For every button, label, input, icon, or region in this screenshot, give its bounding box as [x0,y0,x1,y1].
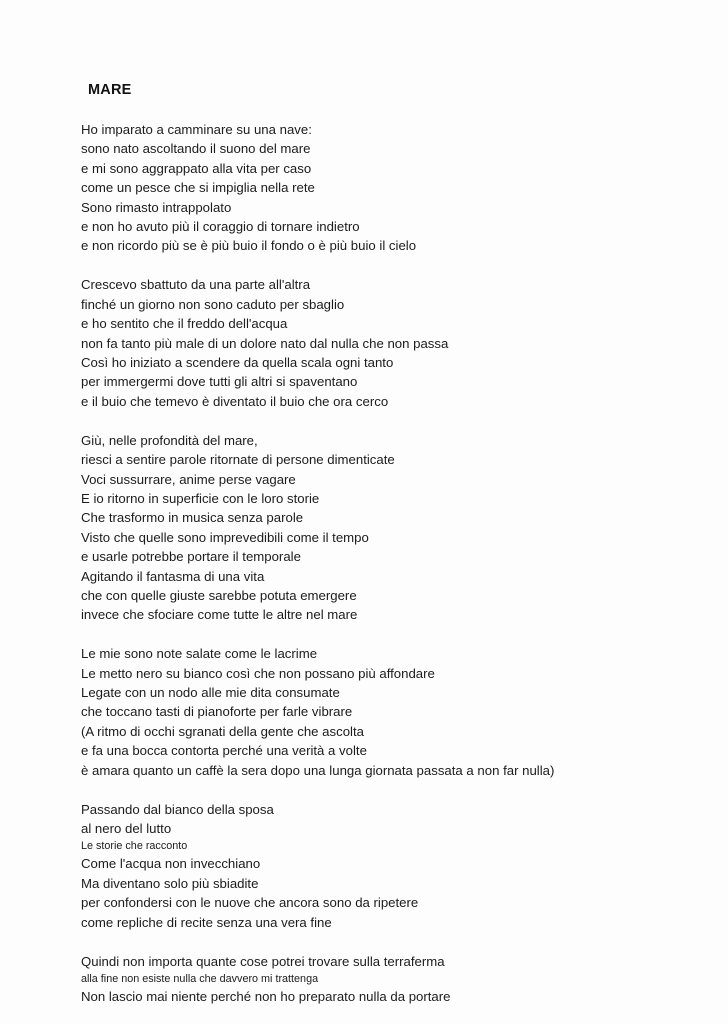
poem-line: Quindi non importa quante cose potrei trovare sulla terraferma [81,953,445,969]
poem-line: Giù, nelle profondità del mare, [81,432,258,448]
poem-line: Agitando il fantasma di una vita [81,568,265,584]
poem-line: e non ricordo più se è più buio il fondo o è più buio il cielo [81,238,417,254]
poem-line: e mi sono aggrappato alla vita per caso [81,160,312,176]
stanza-3 [81,431,701,625]
poem-line: Crescevo sbattuto da una parte all'altra [81,277,311,293]
poem-line: riesci a sentire parole ritornate di persone dimenticate [81,452,395,468]
poem-line: Ho imparato a camminare su una nave: [81,122,312,137]
poem-line: Che trasformo in musica senza parole [81,510,304,526]
poem-line: Come l'acqua non invecchiano [81,856,261,872]
poem-line: è amara quanto un caffè la sera dopo una lunga giornata passata a non far nulla) [81,762,555,778]
poem-line: che con quelle giuste sarebbe potuta emergere [81,587,357,603]
poem-line: e il buio che temevo è diventato il buio che ora cerco [81,393,389,409]
poem-line: non fa tanto più male di un dolore nato dal nulla che non passa [81,335,449,351]
poem-line: Passando dal bianco della sposa [81,801,274,817]
poem-line: Visto che quelle sono imprevedibili come il tempo [81,529,369,545]
poem-line: come repliche di recite senza una vera fine [81,914,332,930]
poem-line: per immergermi dove tutti gli altri si spaventano [81,374,358,390]
poem-line: come un pesce che si impiglia nella rete [81,180,315,196]
poem-line: Le storie che racconto [81,840,188,853]
poem-line: Sono rimasto intrappolato [81,199,232,215]
poem-line: al nero del lutto [81,821,172,836]
poem-line: Le mie sono note salate come le lacrime [81,646,318,662]
poem-line: Così ho iniziato a scendere da quella scala ogni tanto [81,354,394,370]
poem-line: finché un giorno non sono caduto per sbaglio [81,296,345,312]
stanza-2 [81,275,701,411]
poem-line: Voci sussurrare, anime perse vagare [81,471,296,487]
poem-line: Legate con un nodo alle mie dita consumate [81,685,340,701]
poem-line: invece che sfociare come tutte le altre nel mare [81,607,358,623]
stanza-5 [81,800,701,932]
poem-line: e usarle potrebbe portare il temporale [81,549,301,565]
poem-body [81,120,701,1026]
poem-line: E io ritorno in superficie con le loro storie [81,490,320,506]
stanza-4 [81,644,701,780]
poem-line: Non lascio mai niente perché non ho preparato nulla da portare [81,988,451,1004]
poem-line: Ma diventano solo più sbiadite [81,875,259,891]
stanza-1 [81,120,701,256]
poem-line: (A ritmo di occhi sgranati della gente che ascolta [81,723,364,739]
poem-line: alla fine non esiste nulla che davvero mi trattenga [81,972,319,985]
poem-line: e non ho avuto più il coraggio di tornare indietro [81,219,360,235]
poem-line: sono nato ascoltando il suono del mare [81,141,311,157]
poem-line: che toccano tasti di pianoforte per farle vibrare [81,704,353,720]
poem-line: e ho sentito che il freddo dell'acqua [81,316,288,332]
stanza-6 [81,952,701,1007]
poem-line: per confondersi con le nuove che ancora sono da ripetere [81,895,419,911]
poem-line: Le metto nero su bianco così che non possano più affondare [81,665,435,681]
poem-line: e fa una bocca contorta perché una verità a volte [81,743,367,759]
poem-title: MARE [88,82,132,98]
